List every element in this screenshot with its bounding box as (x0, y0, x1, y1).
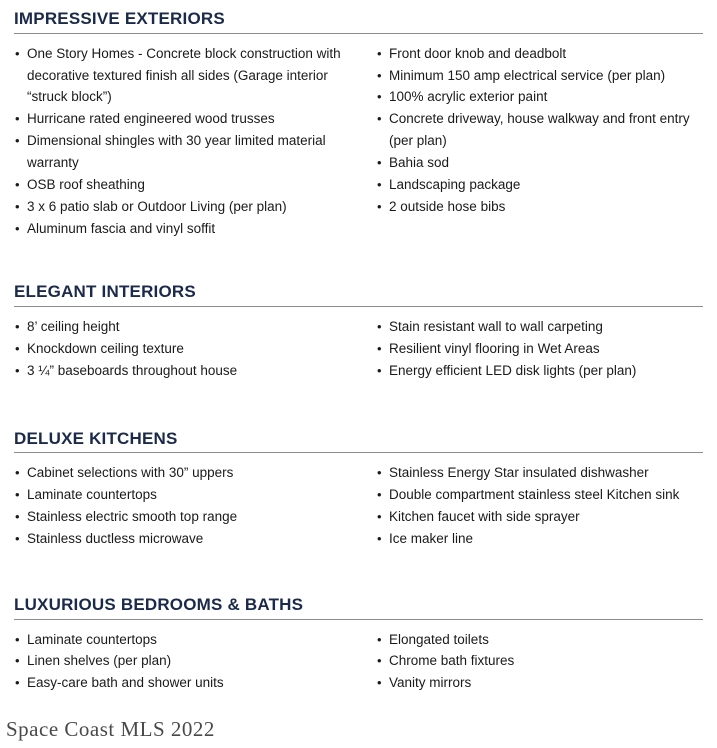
list-item: • Aluminum fascia and vinyl soffit (14, 218, 360, 240)
section-divider (14, 33, 703, 34)
list-item: • Stainless electric smooth top range (14, 506, 360, 528)
list-item: • 100% acrylic exterior paint (376, 86, 703, 108)
list-item: • Hurricane rated engineered wood trusses (14, 108, 360, 130)
list-item: • Minimum 150 amp electrical service (per plan) (376, 65, 703, 87)
list-item: • Laminate countertops (14, 629, 360, 651)
list-item: • Stainless ductless microwave (14, 528, 360, 550)
feature-list-left (14, 316, 360, 382)
list-item: • Laminate countertops (14, 484, 360, 506)
section-title: DELUXE KITCHENS (14, 428, 178, 448)
feature-list-right (376, 629, 703, 695)
list-item: • Elongated toilets (376, 629, 703, 651)
list-item: • One Story Homes - Concrete block construction with decorative textured finish all sides (Garage interior “struck block”) (14, 43, 360, 109)
section-impressive-exteriors (14, 10, 703, 239)
feature-list-right (376, 462, 703, 549)
list-item: • Resilient vinyl flooring in Wet Areas (376, 338, 703, 360)
list-item: • 2 outside hose bibs (376, 196, 703, 218)
feature-list-left (14, 43, 360, 240)
section-divider (14, 306, 703, 307)
list-item: • Chrome bath fixtures (376, 650, 703, 672)
feature-list-left (14, 462, 360, 549)
section-deluxe-kitchens (14, 430, 703, 550)
right-column (370, 462, 703, 549)
section-title: ELEGANT INTERIORS (14, 282, 196, 302)
list-item: • Easy-care bath and shower units (14, 672, 360, 694)
list-item: • 3 ¼” baseboards throughout house (14, 360, 360, 382)
list-item: • 3 x 6 patio slab or Outdoor Living (per plan) (14, 196, 360, 218)
section-columns (14, 462, 703, 549)
list-item: • Cabinet selections with 30” uppers (14, 462, 360, 484)
section-columns (14, 316, 703, 382)
feature-list-right (376, 316, 703, 382)
left-column (14, 43, 370, 240)
list-item: • Landscaping package (376, 174, 703, 196)
list-item: • Ice maker line (376, 528, 703, 550)
list-item: • OSB roof sheathing (14, 174, 360, 196)
list-item: • Kitchen faucet with side sprayer (376, 506, 703, 528)
list-item: • Bahia sod (376, 152, 703, 174)
right-column (370, 43, 703, 240)
left-column (14, 629, 370, 695)
list-item: • Double compartment stainless steel Kitchen sink (376, 484, 703, 506)
list-item: • Knockdown ceiling texture (14, 338, 360, 360)
list-item: • Stain resistant wall to wall carpeting (376, 316, 703, 338)
left-column (14, 316, 370, 382)
list-item: • 8’ ceiling height (14, 316, 360, 338)
right-column (370, 629, 703, 695)
left-column (14, 462, 370, 549)
section-luxurious-bedrooms-baths (14, 596, 703, 694)
list-item: • Vanity mirrors (376, 672, 703, 694)
list-item: • Energy efficient LED disk lights (per plan) (376, 360, 703, 382)
mls-watermark: Space Coast MLS 2022 (6, 717, 215, 741)
list-item: • Concrete driveway, house walkway and front entry (per plan) (376, 108, 703, 152)
list-item: • Linen shelves (per plan) (14, 650, 360, 672)
list-item: • Stainless Energy Star insulated dishwasher (376, 462, 703, 484)
section-title: IMPRESSIVE EXTERIORS (14, 9, 225, 28)
section-columns (14, 629, 703, 695)
list-item: • Front door knob and deadbolt (376, 43, 703, 65)
section-columns (14, 43, 703, 240)
section-elegant-interiors (14, 283, 703, 381)
section-title: LUXURIOUS BEDROOMS & BATHS (14, 594, 304, 614)
list-item: • Dimensional shingles with 30 year limited material warranty (14, 130, 360, 174)
feature-list-left (14, 629, 360, 695)
section-divider (14, 619, 703, 620)
right-column (370, 316, 703, 382)
feature-list-right (376, 43, 703, 218)
section-divider (14, 452, 703, 453)
